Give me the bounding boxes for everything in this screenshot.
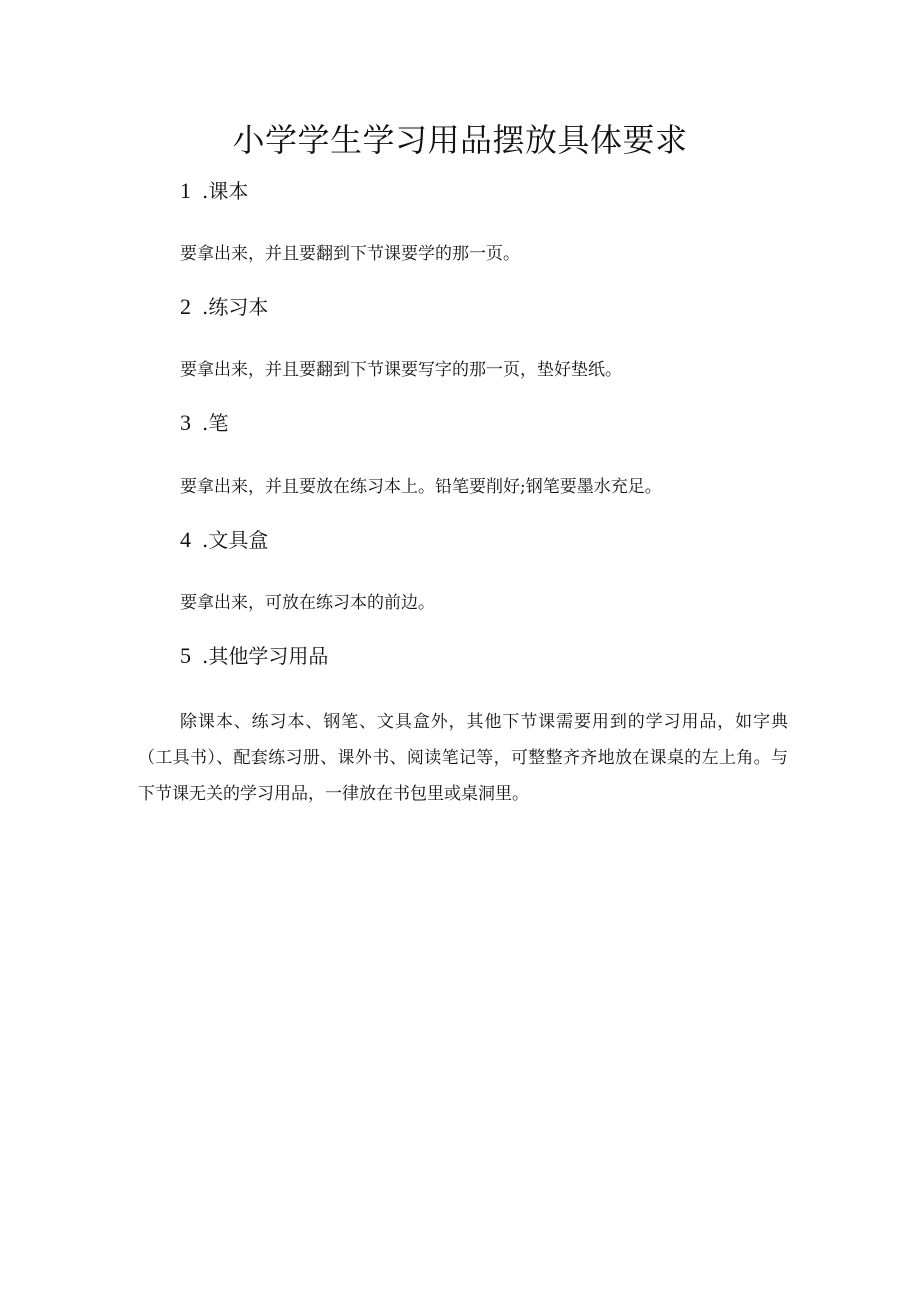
section-heading-text: .其他学习用品 xyxy=(202,644,329,668)
section-heading-5 xyxy=(180,642,328,670)
section-heading-4 xyxy=(180,526,268,554)
section-number: 4 xyxy=(180,527,191,552)
section-text-2: 要拿出来，并且要翻到下节课要写字的那一页，垫好垫纸。 xyxy=(180,360,622,380)
section-heading-2 xyxy=(180,293,268,321)
section-number: 2 xyxy=(180,294,191,319)
section-text-3: 要拿出来，并且要放在练习本上。铅笔要削好;钢笔要墨水充足。 xyxy=(180,477,662,497)
section-text-5: 除课本、练习本、钢笔、文具盒外，其他下节课需要用到的学习用品，如字典（工具书）、配套练习册、课外书、阅读笔记等，可整整齐齐地放在课桌的左上角。与下节课无关的学习用品，一律放在书包里或桌洞里。 xyxy=(138,712,788,804)
section-heading-text: .笔 xyxy=(202,411,229,435)
section-heading-3 xyxy=(180,409,228,437)
page-title: 小学学生学习用品摆放具体要求 xyxy=(232,121,688,159)
section-number: 1 xyxy=(180,178,191,203)
section-heading-1 xyxy=(180,177,248,205)
section-heading-text: .文具盒 xyxy=(202,528,269,552)
section-text-4: 要拿出来，可放在练习本的前边。 xyxy=(180,593,435,613)
section-heading-text: .课本 xyxy=(202,179,249,203)
section-number: 3 xyxy=(180,410,191,435)
section-text-1: 要拿出来，并且要翻到下节课要学的那一页。 xyxy=(180,244,520,264)
section-number: 5 xyxy=(180,643,191,668)
section-heading-text: .练习本 xyxy=(202,295,269,319)
